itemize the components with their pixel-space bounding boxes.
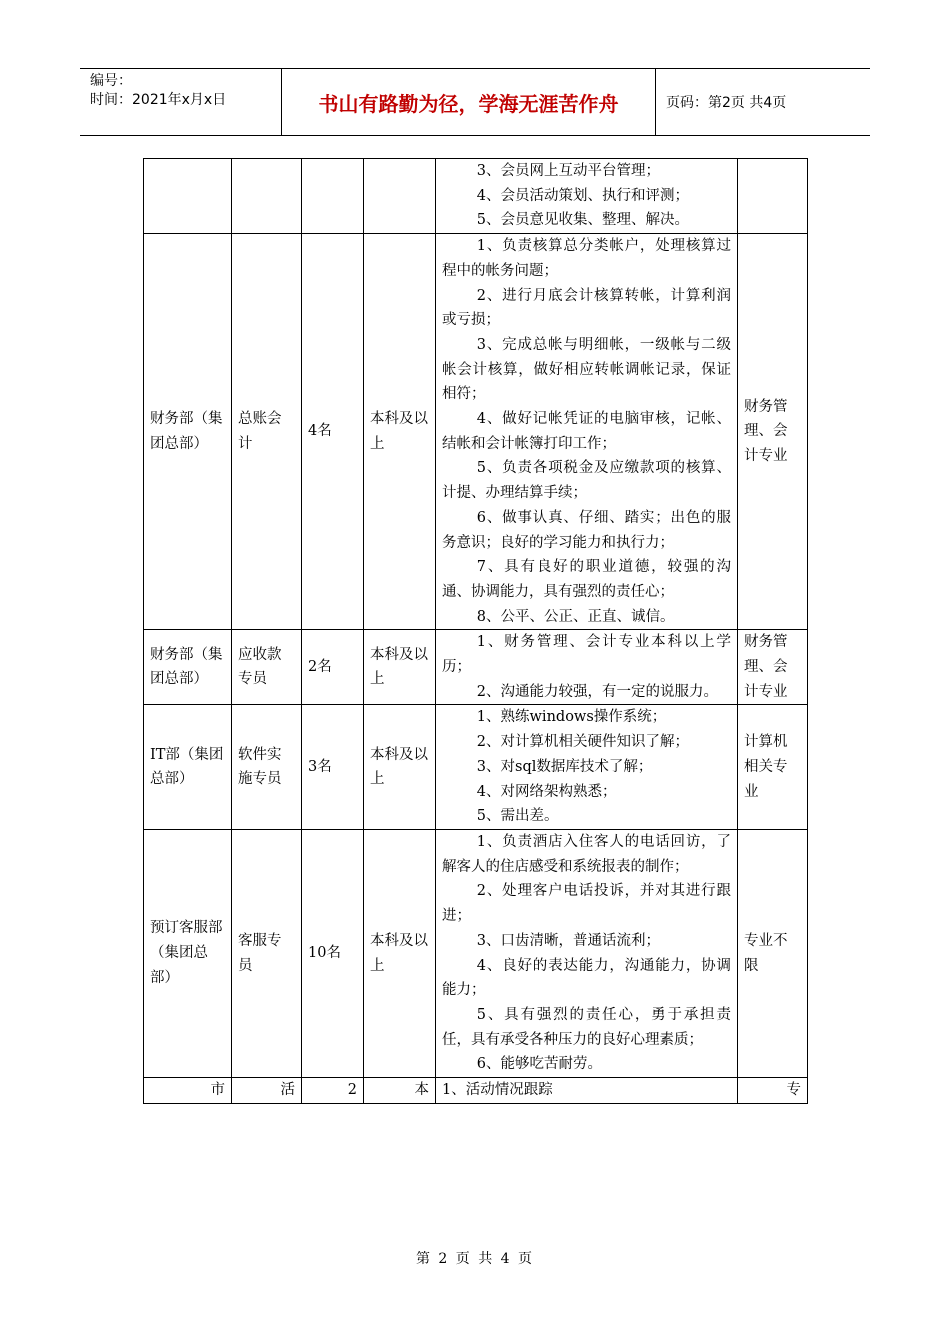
duty-line: 6、做事认真、仔细、踏实；出色的服务意识；良好的学习能力和执行力； (442, 509, 731, 551)
recruitment-table-body (144, 159, 808, 1104)
header-page-label: 页码：第2页 共4页 (666, 95, 787, 111)
duty-line: 3、口齿清晰，普通话流利； (476, 932, 661, 949)
education-cell: 本科及以上 (364, 234, 436, 630)
education-cell: 本科及以上 (364, 705, 436, 830)
duty-line: 2、进行月底会计核算转帐，计算利润或亏损； (442, 287, 731, 329)
position-cell: 活 (232, 1078, 302, 1104)
major-cell: 财务管理、会计专业 (738, 630, 808, 705)
table-row (144, 159, 808, 234)
table-row (144, 234, 808, 630)
document-number-label: 编号： (90, 73, 132, 89)
position-cell: 软件实施专员 (232, 705, 302, 830)
count-cell: 2名 (302, 630, 364, 705)
duty-line: 4、做好记帐凭证的电脑审核，记帐、结帐和会计帐簿打印工作； (442, 411, 731, 452)
table-row (144, 630, 808, 705)
position-cell: 客服专员 (232, 829, 302, 1077)
duty-line: 4、良好的表达能力，沟通能力，协调能力； (442, 957, 731, 999)
position-cell: 应收款专员 (232, 630, 302, 705)
duties-cell (436, 705, 738, 830)
major-cell: 专 (738, 1078, 808, 1104)
duties-cell (436, 159, 738, 234)
table-row (144, 829, 808, 1077)
duty-line: 1、财务管理、会计专业本科以上学历； (442, 634, 731, 676)
major-cell: 财务管理、会计专业 (738, 234, 808, 630)
dept-cell (144, 159, 232, 234)
duty-line: 1、负责核算总分类帐户，处理核算过程中的帐务问题； (442, 238, 731, 279)
duty-line: 1、负责酒店入住客人的电话回访，了解客人的住店感受和系统报表的制作； (442, 833, 731, 875)
duty-line: 5、会员意见收集、整理、解决。 (476, 212, 690, 229)
major-cell: 专业不限 (738, 829, 808, 1077)
dept-cell: 财务部（集团总部） (144, 234, 232, 630)
duty-line: 4、会员活动策划、执行和评测； (476, 187, 690, 204)
duty-line: 2、处理客户电话投诉，并对其进行跟进； (442, 883, 731, 925)
duty-line: 5、负责各项税金及应缴款项的核算、计提、办理结算手续； (442, 460, 731, 502)
duty-line: 8、公平、公正、正直、诚信。 (476, 608, 675, 625)
duty-line: 4、对网络架构熟悉； (476, 783, 617, 800)
page-header (80, 68, 870, 136)
count-cell: 2 (302, 1078, 364, 1104)
duty-line: 5、具有强烈的责任心，勇于承担责任，具有承受各种压力的良好心理素质； (442, 1006, 731, 1048)
duties-cell (436, 234, 738, 630)
duty-line: 5、需出差。 (476, 808, 559, 825)
table-row (144, 705, 808, 830)
duty-line: 6、能够吃苦耐劳。 (476, 1056, 603, 1073)
dept-cell: 财务部（集团总部） (144, 630, 232, 705)
header-meta (80, 69, 282, 135)
education-cell: 本科及以上 (364, 829, 436, 1077)
education-cell: 本科及以上 (364, 630, 436, 705)
header-motto: 书山有路勤为径，学海无涯苦作舟 (282, 69, 656, 135)
duty-line: 2、沟通能力较强，有一定的说服力。 (476, 683, 719, 700)
major-cell: 计算机相关专业 (738, 705, 808, 830)
major-cell (738, 159, 808, 234)
count-cell (302, 159, 364, 234)
page-footer: 第 2 页 共 4 页 (415, 1251, 535, 1267)
recruitment-table (143, 158, 808, 1104)
count-cell: 4名 (302, 234, 364, 630)
duties-cell (436, 829, 738, 1077)
dept-cell: IT部（集团总部） (144, 705, 232, 830)
position-cell (232, 159, 302, 234)
duty-line: 2、对计算机相关硬件知识了解； (476, 734, 690, 751)
table-row-cutoff (144, 1078, 808, 1104)
duty-line: 1、熟练windows操作系统； (476, 709, 667, 726)
duty-line: 7、具有良好的职业道德，较强的沟通、协调能力，具有强烈的责任心； (442, 559, 731, 600)
duties-cell: 1、活动情况跟踪 (436, 1078, 738, 1104)
education-cell: 本 (364, 1078, 436, 1104)
duties-cell (436, 630, 738, 705)
education-cell (364, 159, 436, 234)
duty-line: 3、会员网上互动平台管理； (476, 163, 661, 179)
count-cell: 10名 (302, 829, 364, 1077)
position-cell: 总账会计 (232, 234, 302, 630)
duty-line: 3、对sql数据库技术了解； (476, 758, 653, 775)
dept-cell: 市 (144, 1078, 232, 1104)
duty-line: 3、完成总帐与明细帐，一级帐与二级帐会计核算，做好相应转帐调帐记录，保证相符； (442, 336, 731, 403)
count-cell: 3名 (302, 705, 364, 830)
document-time-label: 时间：2021年x月x日 (90, 92, 227, 108)
dept-cell: 预订客服部（集团总部） (144, 829, 232, 1077)
